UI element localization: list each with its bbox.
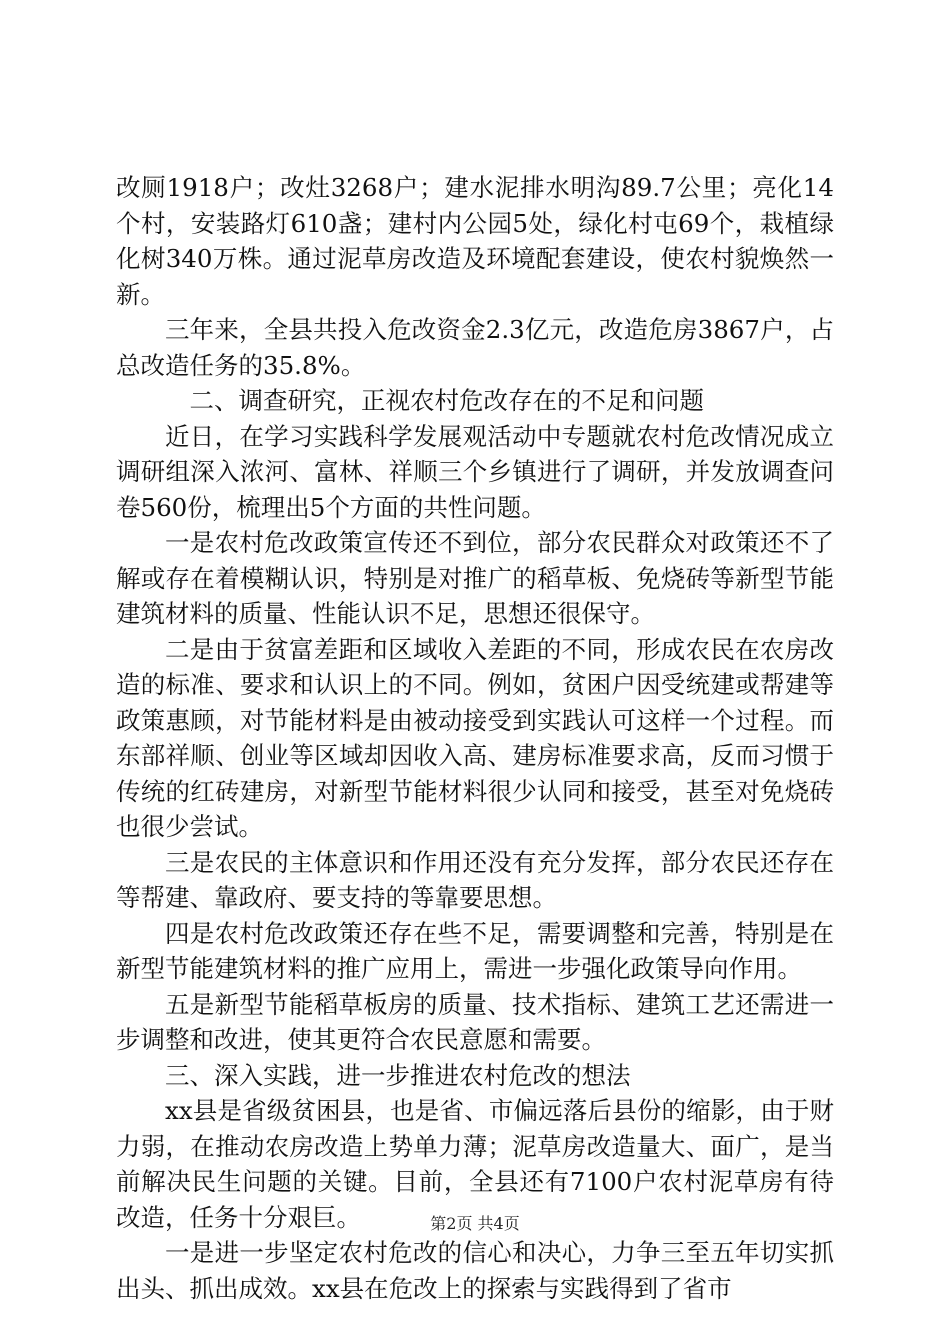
paragraph-issue-five: 五是新型节能稻草板房的质量、技术指标、建筑工艺还需进一步调整和改进，使其更符合农民意愿和需要。 xyxy=(116,989,834,1054)
section-heading-three: 三、深入实践，进一步推进农村危改的想法 xyxy=(165,1060,631,1090)
paragraph-research: 近日，在学习实践科学发展观活动中专题就农村危改情况成立调研组深入浓河、富林、祥顺三个乡镇进行了调研，并发放调查问卷560份，梳理出5个方面的共性问题。 xyxy=(116,421,834,522)
paragraph-issue-one: 一是农村危改政策宣传还不到位，部分农民群众对政策还不了解或存在着模糊认识，特别是对推广的稻草板、免烧砖等新型节能建筑材料的质量、性能认识不足，思想还很保守。 xyxy=(116,528,834,628)
paragraph-county-overview: xx县是省级贫困县，也是省、市偏远落后县份的缩影，由于财力弱，在推动农房改造上势单力薄；泥草房改造量大、面广，是当前解决民生问题的关键。目前，全县还有7100户农村泥草房有待改造，任务十分艰巨。 xyxy=(116,1096,834,1232)
page-number-footer: 第2页 共4页 xyxy=(430,1214,520,1233)
paragraph-continuation: 改厕1918户；改灶3268户；建水泥排水明沟89.7公里；亮化14个村，安装路灯610盏；建村内公园5处，绿化村屯69个，栽植绿化树340万株。通过泥草房改造及环境配套建设，使农村貌焕然一新。 xyxy=(116,173,834,309)
document-body xyxy=(116,170,834,1306)
paragraph-issue-three: 三是农民的主体意识和作用还没有充分发挥，部分农民还存在等帮建、靠政府、要支持的等靠要思想。 xyxy=(116,847,834,912)
paragraph-issue-four: 四是农村危改政策还存在些不足，需要调整和完善，特别是在新型节能建筑材料的推广应用上，需进一步强化政策导向作用。 xyxy=(116,918,834,983)
section-heading-two: 二、调查研究，正视农村危改存在的不足和问题 xyxy=(189,386,704,415)
paragraph-measure-one: 一是进一步坚定农村危改的信心和决心，力争三至五年切实抓出头、抓出成效。xx县在危改上的探索与实践得到了省市 xyxy=(116,1238,834,1303)
paragraph-issue-two: 二是由于贫富差距和区域收入差距的不同，形成农民在农房改造的标准、要求和认识上的不同。例如，贫困户因受统建或帮建等政策惠顾，对节能材料是由被动接受到实践认可这样一个过程。而东部祥顺、创业等区域却因收入高、建房标准要求高，反而习惯于传统的红砖建房，对新型节能材料很少认同和接受，甚至对免烧砖也很少尝试。 xyxy=(116,634,834,841)
paragraph-investment-summary: 三年来，全县共投入危改资金2.3亿元，改造危房3867户，占总改造任务的35.8%。 xyxy=(116,315,834,380)
